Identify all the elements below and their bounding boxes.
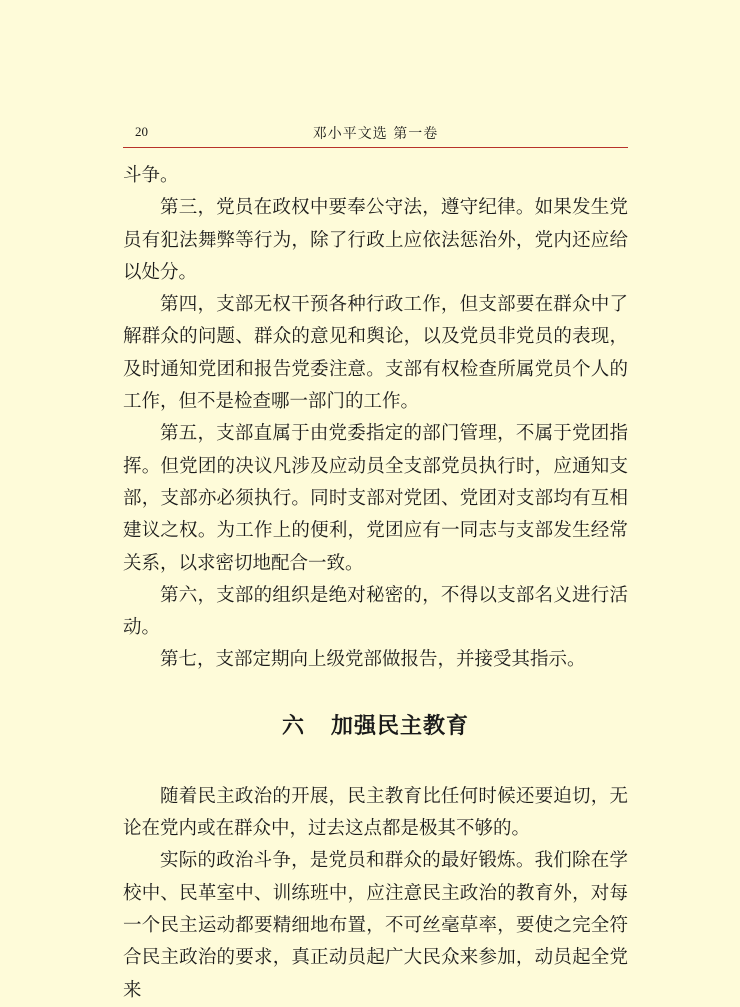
paragraph: 第七，支部定期向上级党部做报告，并接受其指示。: [160, 649, 586, 671]
paragraph: 第五，支部直属于由党委指定的部门管理，不属于党团指挥。但党团的决议凡涉及应动员全支部党员执行时，应通知支部，支部亦必须执行。同时支部对党团、党团对支部均有互相建议之权。为工作上的便利，党团应有一同志与支部发生经常关系，以求密切地配合一致。: [123, 423, 628, 574]
paragraph: 第六，支部的组织是绝对秘密的，不得以支部名义进行活动。: [123, 584, 628, 639]
paragraph: 随着民主政治的开展，民主教育比任何时候还要迫切，无论在党内或在群众中，过去这点都是极其不够的。: [123, 785, 628, 840]
paragraph: 斗争。: [123, 165, 179, 186]
page-header: [123, 120, 628, 148]
section-number: 六: [281, 713, 305, 739]
page-number: 20: [135, 124, 148, 139]
paragraph: 实际的政治斗争，是党员和群众的最好锻炼。我们除在学校中、民革室中、训练班中，应注意民主政治的教育外，对每一个民主运动都要精细地布置，不可丝毫草率，要使之完全符合民主政治的要求，真正动员起广大民众来参加，动员起全党来: [123, 850, 628, 1001]
paragraph: 第四，支部无权干预各种行政工作，但支部要在群众中了解群众的问题、群众的意见和舆论，以及党员非党员的表现，及时通知党团和报告党委注意。支部有权检查所属党员个人的工作，但不是检查哪一部门的工作。: [123, 294, 628, 413]
section-title: 加强民主教育: [331, 713, 470, 739]
running-title: 邓小平文选 第一卷: [312, 126, 439, 142]
header-rule: [123, 147, 628, 148]
body-text: [123, 160, 628, 1007]
paragraph: 第三，党员在政权中要奉公守法，遵守纪律。如果发生党员有犯法舞弊等行为，除了行政上应依法惩治外，党内还应给以处分。: [123, 197, 628, 283]
section-heading: [123, 703, 628, 751]
